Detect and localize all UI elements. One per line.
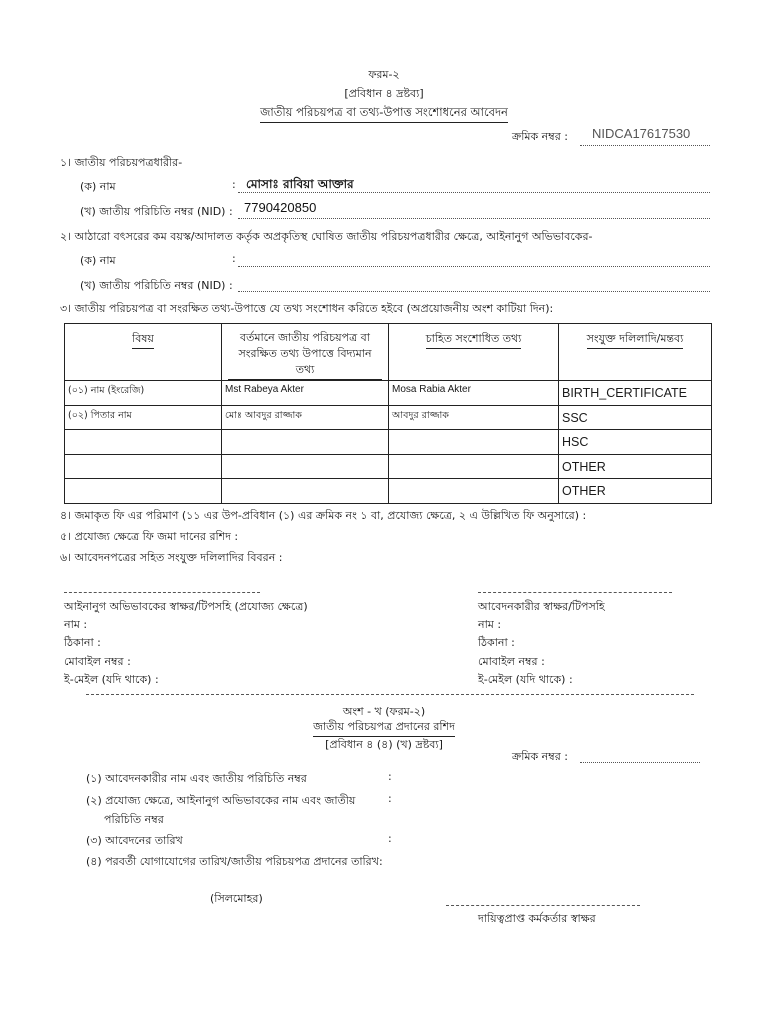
- guardian-email: ই-মেইল (যদি থাকে) :: [64, 673, 159, 686]
- holder-name-colon: :: [232, 178, 236, 191]
- serial-label: ক্রমিক নম্বর :: [512, 130, 568, 143]
- cell-requested: [389, 454, 559, 479]
- cell-current: [222, 430, 389, 455]
- receipt-item-2-colon: :: [388, 792, 392, 805]
- officer-signature-line: [446, 905, 640, 906]
- holder-nid-line: [238, 218, 710, 219]
- serial-number: NIDCA17617530: [592, 126, 691, 141]
- cell-current: মোঃ আবদুর রাজ্জাক: [222, 405, 389, 430]
- cell-current: [222, 454, 389, 479]
- rule-reference: [প্রবিধান ৪ দ্রষ্টব্য]: [344, 87, 424, 100]
- section2-heading: ২। আঠারো বৎসরের কম বয়স্ক/আদালত কর্তৃক অপ্রকৃতিস্থ ঘোষিত জাতীয় পরিচয়পত্রধারীর ক্ষেত্রে, আইনানুগ অভিভাবকের-: [60, 230, 593, 243]
- receipt-rule-ref: [প্রবিধান ৪ (৪) (খ) দ্রষ্টব্য]: [325, 738, 443, 751]
- cell-document: SSC: [559, 405, 712, 430]
- form-title-text: জাতীয় পরিচয়পত্র বা তথ্য-উপাত্ত সংশোধনের আবেদন: [260, 104, 508, 123]
- cell-subject: [65, 454, 222, 479]
- serial-line: [580, 145, 710, 146]
- table-row: [65, 454, 712, 479]
- table-row: [65, 381, 712, 406]
- cell-subject: (০২) পিতার নাম: [65, 405, 222, 430]
- receipt-item-1-colon: :: [388, 770, 392, 783]
- guardian-mobile: মোবাইল নম্বর :: [64, 655, 131, 668]
- applicant-signature-title: আবেদনকারীর স্বাক্ষর/টিপসহি: [478, 600, 605, 613]
- holder-nid-label: (খ) জাতীয় পরিচিতি নম্বর (NID) :: [80, 205, 233, 218]
- cell-requested: আবদুর রাজ্জাক: [389, 405, 559, 430]
- receipt-item-3: (৩) আবেদনের তারিখ: [86, 834, 183, 847]
- holder-nid-value: 7790420850: [244, 200, 317, 215]
- holder-name-label: (ক) নাম: [80, 180, 116, 193]
- cell-current: [222, 479, 389, 504]
- guardian-name-label: (ক) নাম: [80, 254, 116, 267]
- applicant-name: নাম :: [478, 618, 502, 631]
- fee-amount-label: ৪। জমাকৃত ফি এর পরিমাণ (১১ এর উপ-প্রবিধান (১) এর ক্রমিক নং ১ বা, প্রযোজ্য ক্ষেত্রে, ২ এ উল্লিখিত ফি অনুসারে) :: [60, 509, 587, 522]
- correction-table: [64, 323, 712, 504]
- applicant-mobile: মোবাইল নম্বর :: [478, 655, 545, 668]
- guardian-name-colon: :: [232, 252, 236, 265]
- guardian-signature-line: [64, 592, 260, 593]
- fee-receipt-label: ৫। প্রযোজ্য ক্ষেত্রে ফি জমা দানের রশিদ :: [60, 530, 239, 543]
- form-number: ফরম-২: [368, 68, 400, 81]
- receipt-item-1: (১) আবেদনকারীর নাম এবং জাতীয় পরিচিতি নম্বর: [86, 772, 307, 785]
- guardian-address: ঠিকানা :: [64, 636, 101, 649]
- receipt-part-label: অংশ - খ (ফরম-২): [342, 705, 426, 718]
- table-row: [65, 479, 712, 504]
- receipt-serial-label: ক্রমিক নম্বর :: [512, 750, 568, 763]
- applicant-address: ঠিকানা :: [478, 636, 515, 649]
- form-title: [0, 104, 768, 123]
- guardian-nid-line: [238, 291, 710, 292]
- cell-document: HSC: [559, 430, 712, 455]
- guardian-signature-title: আইনানুগ অভিভাবকের স্বাক্ষর/টিপসহি (প্রযোজ্য ক্ষেত্রে): [64, 600, 308, 613]
- col-documents: সংযুক্ত দলিলাদি/মন্তব্য: [559, 324, 712, 381]
- table-row: [65, 430, 712, 455]
- cell-subject: (০১) নাম (ইংরেজি): [65, 381, 222, 406]
- receipt-item-3-colon: :: [388, 832, 392, 845]
- applicant-signature-line: [478, 592, 672, 593]
- cell-requested: [389, 479, 559, 504]
- seal-label: (সিলমোহর): [210, 892, 263, 905]
- cell-subject: [65, 479, 222, 504]
- guardian-name-line: [238, 266, 710, 267]
- holder-name-line: [238, 192, 710, 193]
- col-subject: বিষয়: [65, 324, 222, 381]
- cell-current: Mst Rabeya Akter: [222, 381, 389, 406]
- receipt-title: [0, 718, 768, 737]
- attached-docs-label: ৬। আবেদনপত্রের সহিত সংযুক্ত দলিলাদির বিবরন :: [60, 551, 283, 564]
- cell-document: OTHER: [559, 454, 712, 479]
- cell-requested: Mosa Rabia Akter: [389, 381, 559, 406]
- section1-heading: ১। জাতীয় পরিচয়পত্রধারীর-: [60, 156, 183, 169]
- receipt-item-4: (৪) পরবর্তী যোগাযোগের তারিখ/জাতীয় পরিচয়পত্র প্রদানের তারিখ:: [86, 855, 383, 868]
- receipt-serial-line: [580, 762, 700, 763]
- guardian-name: নাম :: [64, 618, 88, 631]
- receipt-item-2-cont: পরিচিতি নম্বর: [104, 813, 164, 826]
- cell-subject: [65, 430, 222, 455]
- cell-requested: [389, 430, 559, 455]
- cell-document: OTHER: [559, 479, 712, 504]
- holder-name-value: মোসাঃ রাবিয়া আক্তার: [246, 177, 354, 191]
- col-current-info: বর্তমানে জাতীয় পরিচয়পত্র বা সংরক্ষিত তথ্য উপাত্তে বিদ্যমান তথ্য: [222, 324, 389, 381]
- receipt-item-2: (২) প্রযোজ্য ক্ষেত্রে, আইনানুগ অভিভাবকের নাম এবং জাতীয়: [86, 794, 356, 807]
- col-requested-info: চাহিত সংশোধিত তথ্য: [389, 324, 559, 381]
- table-header-row: [65, 324, 712, 381]
- officer-signature-label: দায়িত্বপ্রাপ্ত কর্মকর্তার স্বাক্ষর: [478, 912, 596, 925]
- table-row: [65, 405, 712, 430]
- cell-document: BIRTH_CERTIFICATE: [559, 381, 712, 406]
- guardian-nid-label: (খ) জাতীয় পরিচিতি নম্বর (NID) :: [80, 279, 233, 292]
- receipt-title-text: জাতীয় পরিচয়পত্র প্রদানের রশিদ: [313, 718, 455, 737]
- section3-heading: ৩। জাতীয় পরিচয়পত্র বা সংরক্ষিত তথ্য-উপাত্তে যে তথ্য সংশোধন করিতে হইবে (অপ্রয়োজনীয় অংশ কাটিয়া দিন):: [60, 302, 554, 315]
- tear-off-divider: [86, 694, 694, 695]
- applicant-email: ই-মেইল (যদি থাকে) :: [478, 673, 573, 686]
